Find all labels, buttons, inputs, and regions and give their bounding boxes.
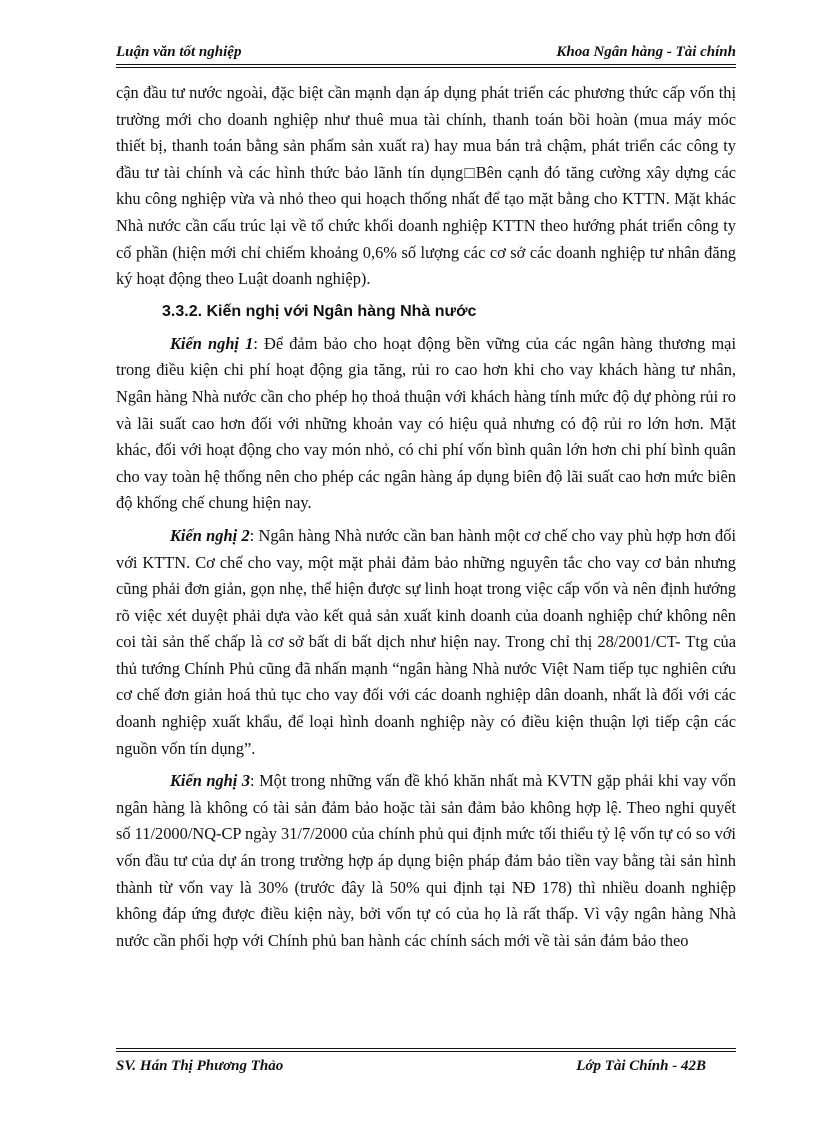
header-rule xyxy=(116,64,736,65)
recommendation-1-text: : Để đảm bảo cho hoạt động bền vững của các ngân hàng thương mại trong điều kiện chi phí hoạt động gia tăng, rủi ro cao hơn khi cho vay khách hàng tư nhân, Ngân hàng Nhà nước cần cho phép họ thoả thuận với khách hàng tính mức độ dự phòng rủi ro và lãi suất cao hơn đối với những khoản vay có hiệu quả nhưng có độ rủi ro lớn hơn. Mặt khác, đối với hoạt động cho vay món nhỏ, có chi phí vốn bình quân lớn hơn chi phí bình quân cho vay toàn hệ thống nên cho phép các ngân hàng áp dụng biên độ lãi suất cao hơn mức biên độ khống chế chung hiện nay. xyxy=(116,333,737,513)
header-faculty-label: Khoa Ngân hàng - Tài chính xyxy=(556,44,736,60)
footer-rule-thin xyxy=(116,1048,736,1049)
recommendation-3-text: : Một trong những vấn đề khó khăn nhất mà KVTN gặp phải khi vay vốn ngân hàng là không có tài sản đảm bảo hoặc tài sản đảm bảo không hợp lệ. Theo nghi quyết số 11/2000/NQ-CP ngày 31/7/2000 của chính phủ qui định mức tối thiểu tỷ lệ vốn tự có so với vốn đầu tư của dự án trong trường hợp áp dụng biện pháp đảm bảo tiền vay bằng tài sản hình thành từ vốn vay là 30% (trước đây là 50% qui định tại NĐ 178) thì nhiều doanh nghiệp không đáp ứng được điều kiện này, bởi vốn tự có của họ là rất thấp. Vì vậy ngân hàng Nhà nước cần phối hợp với Chính phủ ban hành các chính sách mới về tài sản đảm bảo theo xyxy=(116,771,736,950)
page-footer xyxy=(116,1048,736,1078)
page-header xyxy=(116,40,736,64)
section-heading: 3.3.2. Kiến nghị với Ngân hàng Nhà nước xyxy=(162,302,477,320)
recommendation-2-text: : Ngân hàng Nhà nước cần ban hành một cơ chế cho vay phù hợp hơn đối với KTTN. Cơ chế cho vay, một mặt phải đảm bảo những nguyên tắc cho vay cơ bản nhưng cũng phải đơn giản, gọn nhẹ, thể hiện được sự linh hoạt trong việc cấp vốn và nên định hướng rõ việc xét duyệt phải dựa vào kết quả sản xuất kinh doanh của doanh nghiệp chứ không nên coi tài sản thế chấp là cơ sở bất di bất dịch như hiện nay. Trong chỉ thị 28/2001/CT- Ttg của thủ tướng Chính Phủ cũng đã nhấn mạnh “ngân hàng Nhà nước Việt Nam tiếp tục nghiên cứu cơ chế đơn giản hoá thủ tục cho vay đối với các doanh nghiệp dân doanh, nhất là đối với các doanh nghiệp xuất khẩu, để loại hình doanh nghiệp này có điều kiện thuận lợi tiếp cận các nguồn vốn tín dụng”. xyxy=(116,525,736,758)
header-thesis-label: Luận văn tốt nghiệp xyxy=(116,44,242,60)
paragraph-recommendation-1 xyxy=(116,331,736,517)
recommendation-2-label: Kiến nghị 2 xyxy=(170,525,250,545)
page-body xyxy=(116,80,736,960)
footer-author: SV. Hán Thị Phương Thảo xyxy=(116,1058,284,1074)
paragraph-recommendation-2 xyxy=(116,523,736,762)
footer-class: Lớp Tài Chính - 42B xyxy=(576,1058,706,1074)
paragraph-continuation: cận đầu tư nước ngoài, đặc biệt cần mạnh dạn áp dụng phát triển các phương thức cấp vốn thị trường mới cho doanh nghiệp như thuê mua tài chính, thanh toán bồi hoàn (mua máy móc thiết bị, thanh toán bằng sản phẩm sản xuất ra) hay mua bán trả chậm, phát triển các công ty đầu tư tài chính và các hình thức bảo lãnh tín dụng□Bên cạnh đó tăng cường xây dựng các khu công nghiệp vừa và nhỏ theo qui hoạch thống nhất để tạo mặt bằng cho KTTN. Mặt khác Nhà nước cần cấu trúc lại về tổ chức khối doanh nghiệp KTTN theo hướng phát triển công ty cổ phần (hiện mới chỉ chiếm khoảng 0,6% số lượng các cơ sở các doanh nghiệp tư nhân đăng ký hoạt động theo Luật doanh nghiệp). xyxy=(116,83,736,289)
header-rule-thin xyxy=(116,67,736,68)
recommendation-1-label: Kiến nghị 1 xyxy=(170,333,254,353)
paragraph-recommendation-3 xyxy=(116,768,736,954)
recommendation-3-label: Kiến nghị 3 xyxy=(170,771,251,791)
footer-rule xyxy=(116,1051,736,1052)
